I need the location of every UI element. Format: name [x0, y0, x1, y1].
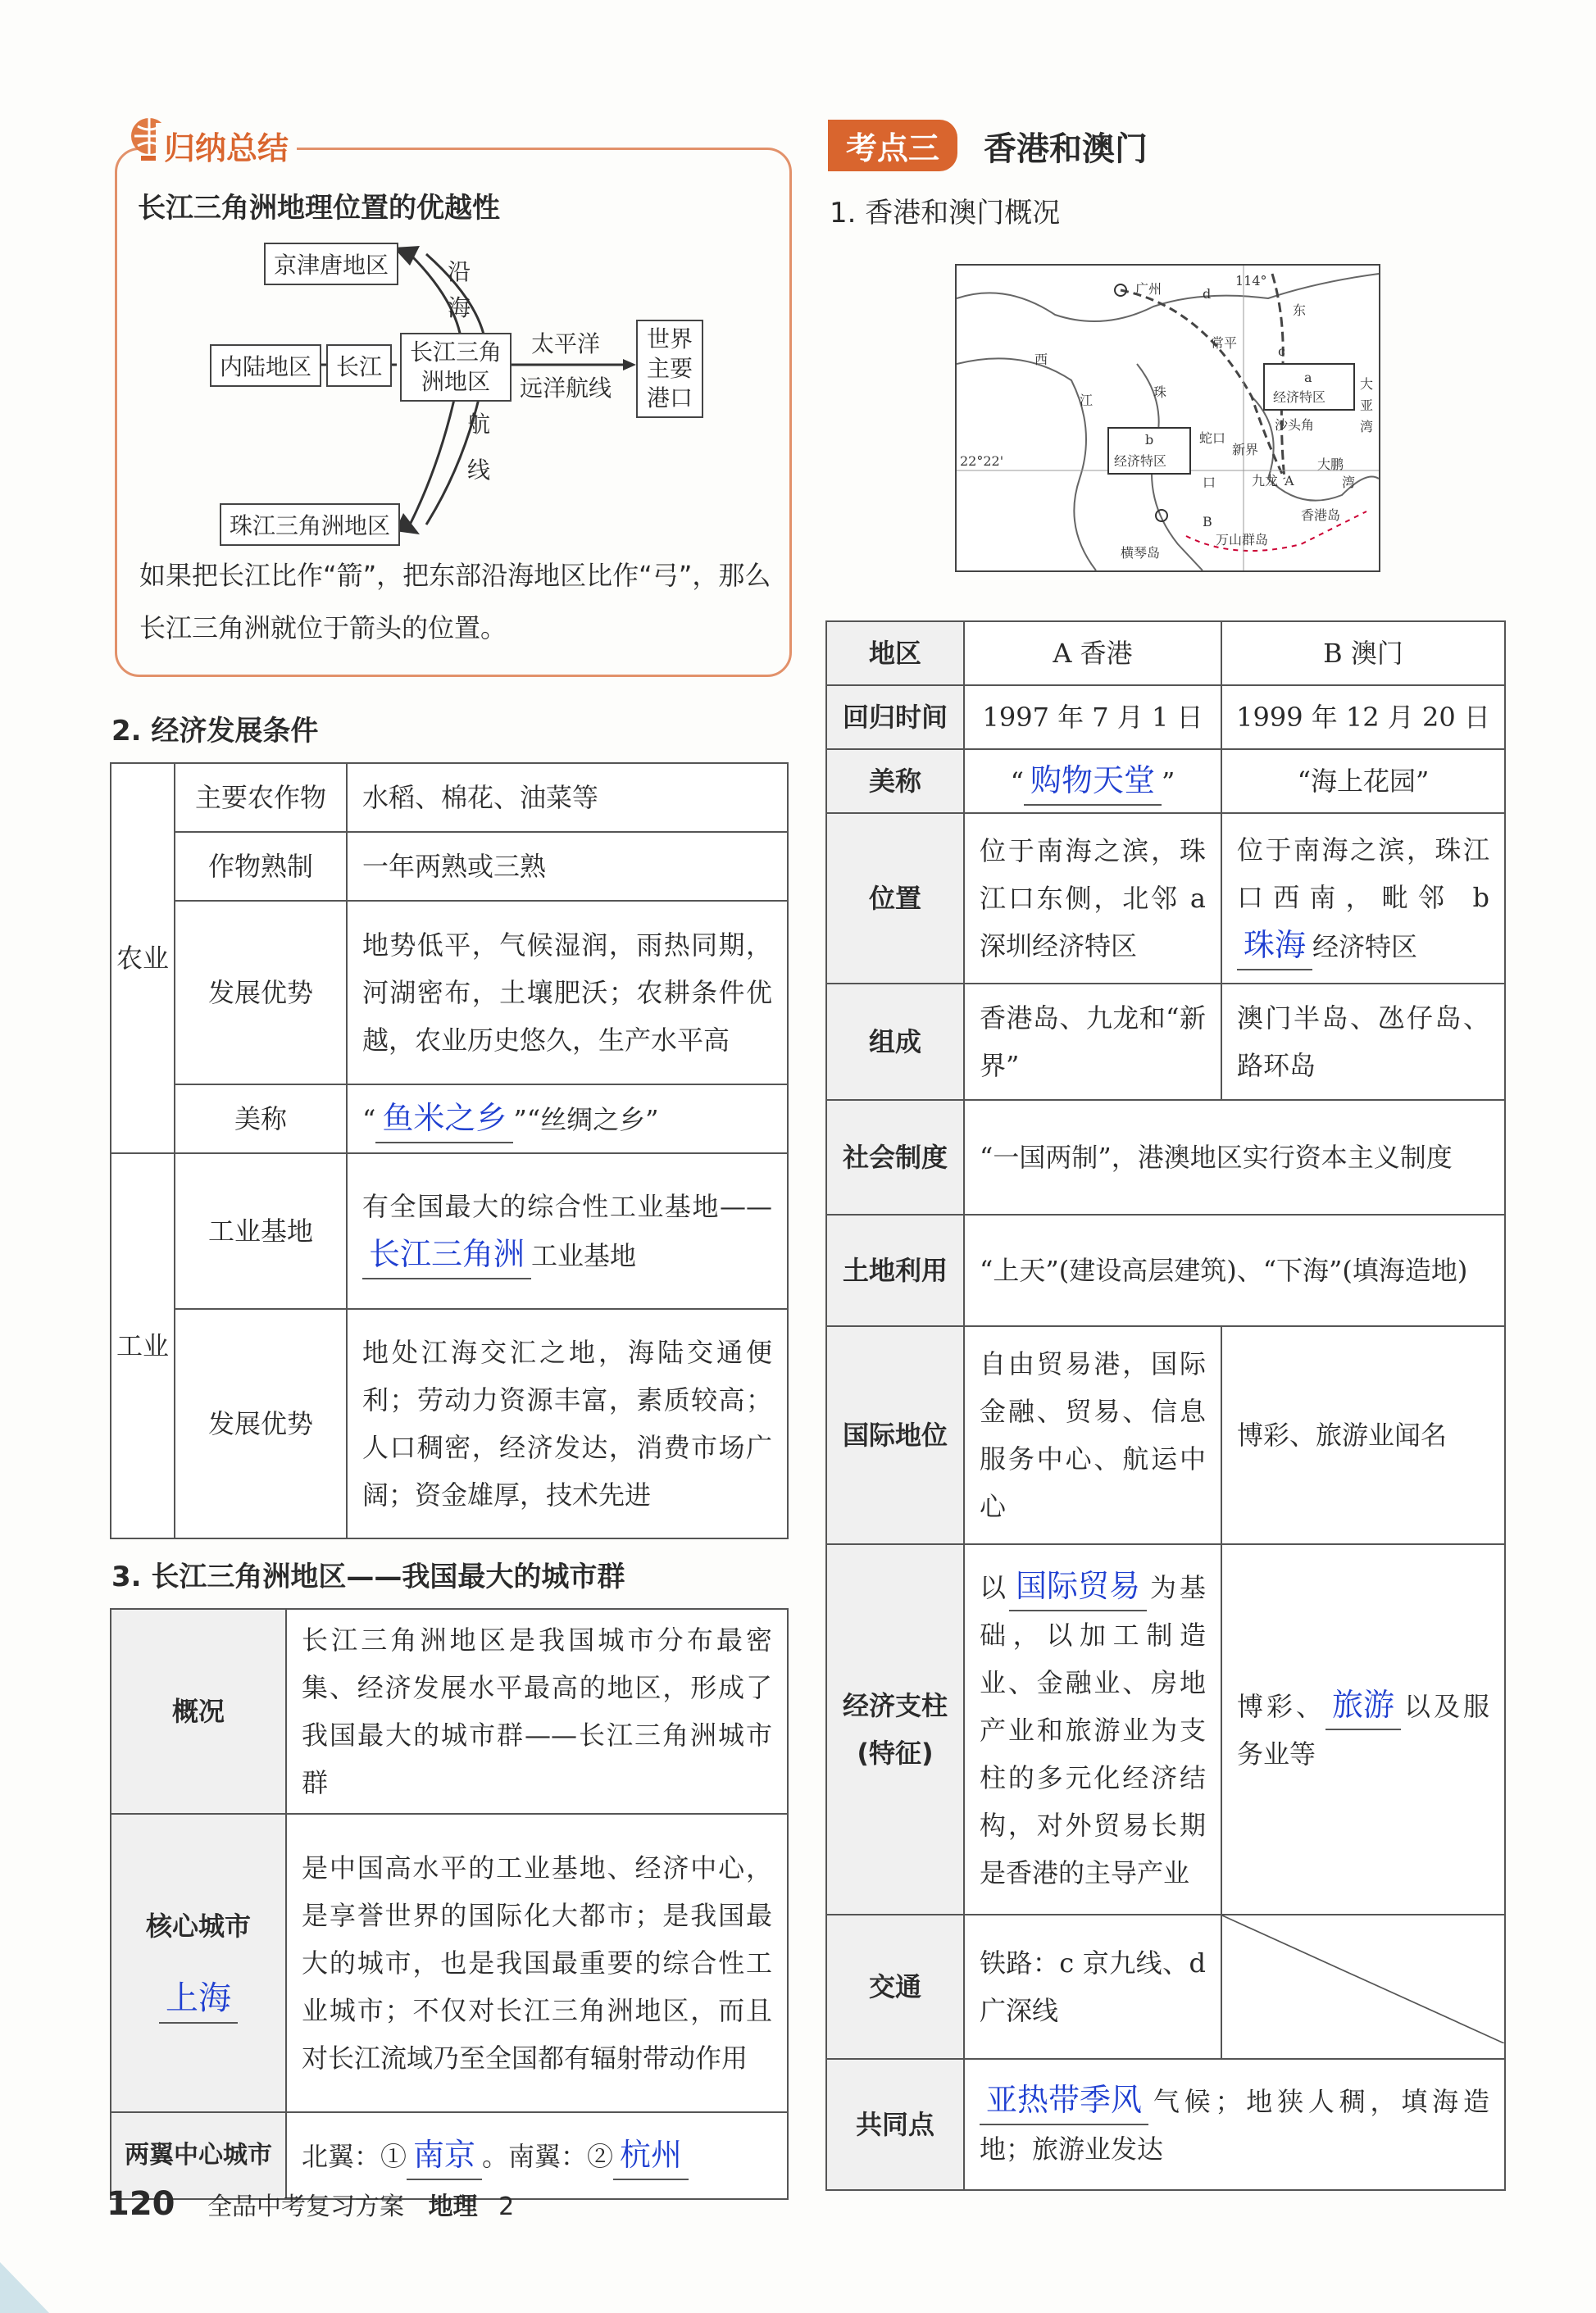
map-label: 114°	[1235, 273, 1267, 289]
summary-heading: 长江三角洲地理位置的优越性	[138, 192, 500, 225]
nickname-hk: “ 购物天堂 ”	[964, 749, 1221, 813]
industry-label: 工业	[111, 1153, 175, 1538]
row-key: 工业基地	[175, 1153, 347, 1309]
map-label: 蛇口	[1199, 430, 1226, 446]
common-value: 亚热带季风 气候；地狭人稠，填海造地；旅游业发达	[964, 2059, 1505, 2190]
transport-key: 交通	[826, 1915, 964, 2059]
map-label: 西	[1034, 352, 1048, 367]
map-label: A	[1285, 473, 1294, 489]
pacific-label: 太平洋	[531, 330, 601, 357]
map-label: 湾	[1342, 475, 1356, 490]
map-label: 经济特区	[1114, 453, 1167, 469]
hk-macau-map	[955, 264, 1380, 572]
city-cluster-table	[110, 1608, 789, 2200]
row-value: 有全国最大的综合性工业基地——长江三角洲 工业基地	[347, 1153, 788, 1309]
position-macau: 位于南海之滨，珠江口西南，毗邻 b珠海 经济特区	[1221, 813, 1505, 984]
map-label: 湾	[1360, 419, 1374, 434]
map-label: B	[1203, 514, 1212, 529]
map-label: 横琴岛	[1121, 545, 1161, 561]
map-label: 常平	[1211, 335, 1238, 351]
map-label: 大	[1360, 376, 1374, 392]
corner-mark	[0, 2262, 49, 2313]
answer-zhuhai: 珠海	[1237, 921, 1312, 970]
nickname-key: 美称	[826, 749, 964, 813]
map-label: 珠	[1153, 384, 1167, 400]
answer-yangtze-delta: 长江三角洲	[362, 1230, 531, 1279]
kaodian-tag: 考点三	[828, 120, 957, 171]
transport-hk: 铁路：c 京九线、d 广深线	[964, 1915, 1221, 2059]
map-label: c	[1278, 343, 1285, 359]
map-label: 口	[1203, 475, 1216, 490]
map-label: 大鹏	[1317, 457, 1344, 472]
position-hk: 位于南海之滨，珠江口东侧，北邻 a 深圳经济特区	[964, 813, 1221, 984]
common-key: 共同点	[826, 2059, 964, 2190]
row-key: 主要农作物	[175, 763, 347, 832]
col-hongkong: A 香港	[964, 621, 1221, 685]
map-label: 万山群岛	[1216, 532, 1269, 548]
row-key: 发展优势	[175, 1309, 347, 1538]
answer-shopping-paradise: 购物天堂	[1024, 757, 1162, 806]
intl-status-hk: 自由贸易港，国际金融、贸易、信息服务中心、航运中心	[964, 1326, 1221, 1544]
core-city-cell	[111, 1814, 286, 2112]
answer-fish-rice: 鱼米之乡	[375, 1094, 513, 1143]
map-label: d	[1203, 286, 1212, 302]
economy-hk: 以 国际贸易 为基础，以加工制造业、金融业、房地产业和旅游业为支柱的多元化经济结构，对外贸易长期是香港的主导产业	[964, 1544, 1221, 1915]
volume: 2	[498, 2193, 515, 2221]
core-city-key: 核心城市	[145, 1911, 251, 1942]
row-key: 发展优势	[175, 901, 347, 1084]
map-label: 江	[1080, 393, 1094, 408]
return-hk: 1997 年 7 月 1 日	[964, 685, 1221, 749]
map-label: 沙头角	[1275, 417, 1315, 433]
answer-shanghai: 上海	[159, 1974, 238, 2024]
hkm-subtitle: 1. 香港和澳门概况	[830, 197, 1061, 229]
composition-macau: 澳门半岛、氹仔岛、路环岛	[1221, 984, 1505, 1100]
core-city-value: 是中国高水平的工业基地、经济中心，是享誉世界的国际化大都市；是我国最大的城市，也是我国最重要的综合性工业城市；不仅对长江三角洲地区，而且对长江流域乃至全国都有辐射带动作用	[286, 1814, 788, 2112]
river-box: 长江	[326, 344, 392, 387]
section2-title: 2. 经济发展条件	[111, 715, 319, 748]
transport-macau-empty	[1221, 1915, 1505, 2059]
coast-route-label-1: 沿海	[448, 258, 471, 321]
composition-key: 组成	[826, 984, 964, 1100]
row-value: 一年两熟或三熟	[347, 832, 788, 901]
map-label: 东	[1293, 302, 1307, 318]
wing-cities-value: 北翼：① 南京 。南翼：② 杭州	[286, 2112, 788, 2199]
summary-text: 如果把长江比作“箭”，把东部沿海地区比作“弓”，那么长江三角洲就位于箭头的位置。	[139, 560, 771, 643]
beijing-tianjin-tangshan-box: 京津唐地区	[264, 243, 398, 285]
map-label: a	[1304, 370, 1312, 385]
return-macau: 1999 年 12 月 20 日	[1221, 685, 1505, 749]
row-key: 美称	[175, 1084, 347, 1153]
overview-key: 概况	[111, 1609, 286, 1814]
page-number: 120	[107, 2185, 175, 2223]
map-label: 九龙	[1252, 473, 1279, 489]
map-label: 新界	[1232, 442, 1259, 457]
kaodian-title: 香港和澳门	[984, 130, 1148, 168]
summary-badge: 归纳总结	[156, 123, 297, 168]
row-value: “ 鱼米之乡 ”“丝绸之乡”	[347, 1084, 788, 1153]
inland-box: 内陆地区	[210, 344, 321, 387]
land-use-key: 土地利用	[826, 1215, 964, 1326]
yangtze-delta-box: 长江三角洲地区	[400, 333, 512, 402]
answer-subtropical-monsoon: 亚热带季风	[980, 2076, 1148, 2125]
composition-hk: 香港岛、九龙和“新界”	[964, 984, 1221, 1100]
book-title: 全品中考复习方案	[207, 2193, 405, 2221]
economy-key: 经济支柱 (特征)	[826, 1544, 964, 1915]
map-label: 香港岛	[1301, 507, 1341, 523]
page-footer	[107, 2185, 514, 2223]
coast-route-label-2: 航线	[467, 411, 491, 484]
social-key: 社会制度	[826, 1100, 964, 1215]
economic-conditions-table	[110, 762, 789, 1539]
map-drawing	[957, 266, 1379, 570]
ocean-route-label: 远洋航线	[520, 375, 612, 402]
wing-cities-key: 两翼中心城市	[111, 2112, 286, 2199]
land-use-value: “上天”(建设高层建筑)、“下海”(填海造地)	[964, 1215, 1505, 1326]
hk-macau-table	[825, 620, 1506, 2191]
row-key: 作物熟制	[175, 832, 347, 901]
map-label: 广州	[1135, 281, 1162, 297]
agriculture-label: 农业	[111, 763, 175, 1153]
answer-tourism: 旅游	[1325, 1681, 1401, 1730]
subject: 地理	[428, 2193, 478, 2221]
nickname-macau: “海上花园”	[1221, 749, 1505, 813]
intl-status-macau: 博彩、旅游业闻名	[1221, 1326, 1505, 1544]
answer-nanjing: 南京	[407, 2131, 482, 2180]
row-value: 水稻、棉花、油菜等	[347, 763, 788, 832]
answer-intl-trade: 国际贸易	[1009, 1562, 1147, 1611]
world-ports-box: 世界主要港口	[636, 320, 703, 418]
map-label: 经济特区	[1273, 389, 1326, 405]
pearl-delta-box: 珠江三角洲地区	[220, 503, 400, 546]
row-value: 地势低平，气候湿润，雨热同期，河湖密布，土壤肥沃；农耕条件优越，农业历史悠久，生产水平高	[347, 901, 788, 1084]
map-label: 22°22'	[960, 453, 1004, 469]
map-label: b	[1145, 432, 1154, 448]
section3-title: 3. 长江三角洲地区——我国最大的城市群	[111, 1561, 625, 1593]
col-area: 地区	[826, 621, 964, 685]
row-value: 地处江海交汇之地，海陆交通便利；劳动力资源丰富，素质较高；人口稠密，经济发达，消费市场广阔；资金雄厚，技术先进	[347, 1309, 788, 1538]
col-macau: B 澳门	[1221, 621, 1505, 685]
return-key: 回归时间	[826, 685, 964, 749]
diagonal-slash	[1222, 1915, 1504, 2043]
intl-status-key: 国际地位	[826, 1326, 964, 1544]
position-key: 位置	[826, 813, 964, 984]
map-label: 亚	[1360, 398, 1374, 413]
overview-value: 长江三角洲地区是我国城市分布最密集、经济发展水平最高的地区，形成了我国最大的城市群——长江三角洲城市群	[286, 1609, 788, 1814]
economy-macau: 博彩、 旅游 以及服务业等	[1221, 1544, 1505, 1915]
answer-hangzhou: 杭州	[613, 2131, 689, 2180]
social-value: “一国两制”，港澳地区实行资本主义制度	[964, 1100, 1505, 1215]
